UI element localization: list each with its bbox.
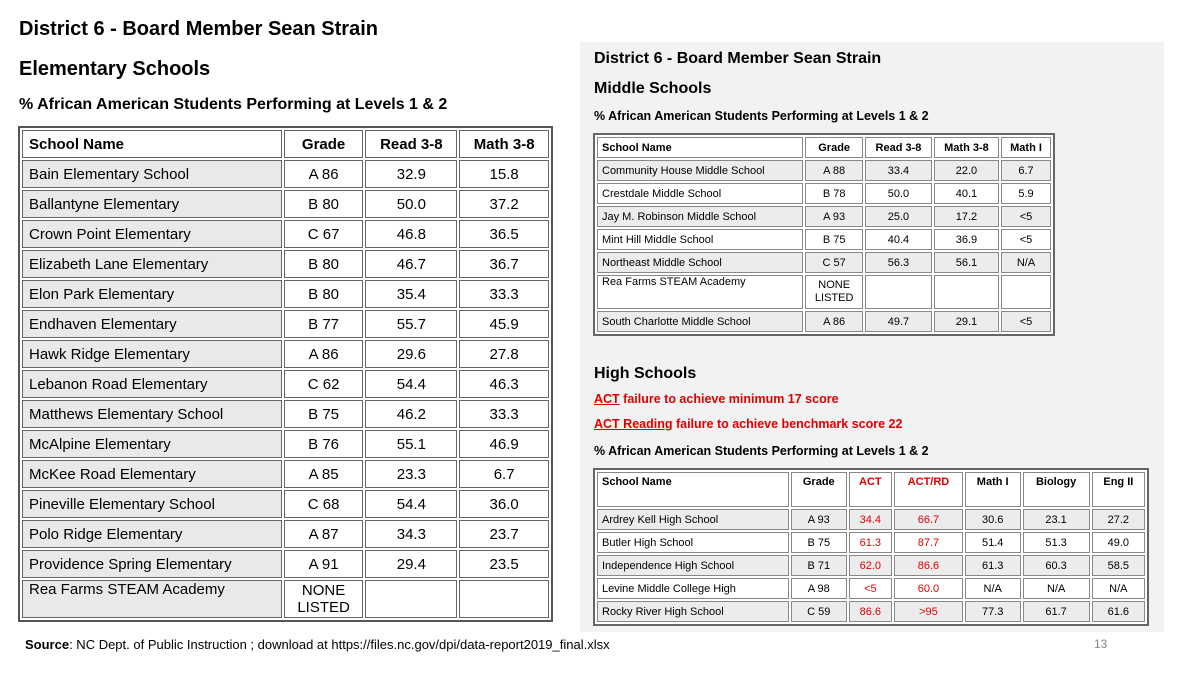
math-cell: [459, 580, 549, 618]
read-cell: 33.4: [865, 160, 932, 181]
school-name-cell: McKee Road Elementary: [22, 460, 282, 488]
grade-cell: B 80: [284, 190, 364, 218]
math-cell: 23.7: [459, 520, 549, 548]
table-row: [22, 250, 549, 278]
grade-cell: B 80: [284, 280, 364, 308]
grade-cell: [284, 580, 364, 618]
source-note: [25, 637, 610, 652]
read-cell: [365, 580, 457, 618]
grade-cell: A 91: [284, 550, 364, 578]
table-row: [22, 280, 549, 308]
grade-line-2: LISTED: [814, 292, 854, 304]
act-reading-note-text: failure to achieve benchmark score 22: [672, 417, 903, 431]
school-name-cell: Endhaven Elementary: [22, 310, 282, 338]
school-name-cell: Levine Middle College High: [597, 578, 789, 599]
act-note: [594, 392, 839, 406]
biology-cell: 23.1: [1023, 509, 1090, 530]
read-cell: 40.4: [865, 229, 932, 250]
read-cell: 54.4: [365, 370, 457, 398]
right-panel: [580, 42, 1164, 632]
grade-cell: A 86: [284, 160, 364, 188]
table-row: [597, 160, 1051, 181]
read-cell: 34.3: [365, 520, 457, 548]
elementary-table: [18, 126, 553, 622]
math-cell: 17.2: [934, 206, 999, 227]
math-cell: 29.1: [934, 311, 999, 332]
table-row: [22, 400, 549, 428]
math-cell: 15.8: [459, 160, 549, 188]
header-cell: Math I: [965, 472, 1021, 507]
header-cell: Math 3-8: [934, 137, 999, 158]
biology-cell: 61.7: [1023, 601, 1090, 622]
table-row: [22, 160, 549, 188]
table-row: [22, 550, 549, 578]
source-text: : NC Dept. of Public Instruction ; download at https://files.nc.gov/dpi/data-report2019_final.xlsx: [69, 637, 610, 652]
district-title: District 6 - Board Member Sean Strain: [19, 18, 378, 40]
middle-heading: Middle Schools: [594, 80, 712, 97]
table-row: [597, 275, 1051, 309]
math1-cell: <5: [1001, 206, 1051, 227]
table-row: [22, 490, 549, 518]
header-cell: Math 3-8: [459, 130, 549, 158]
act-cell: <5: [849, 578, 892, 599]
header-cell: Read 3-8: [865, 137, 932, 158]
math-cell: 36.0: [459, 490, 549, 518]
grade-cell: C 68: [284, 490, 364, 518]
school-name-cell: Crestdale Middle School: [597, 183, 803, 204]
table-row: [22, 220, 549, 248]
school-name-cell: Rea Farms STEAM Academy: [597, 275, 803, 309]
high-heading: High Schools: [594, 365, 697, 382]
header-cell: School Name: [597, 137, 803, 158]
grade-cell: A 86: [284, 340, 364, 368]
grade-cell: A 93: [805, 206, 863, 227]
read-cell: 35.4: [365, 280, 457, 308]
act-link[interactable]: ACT: [594, 392, 620, 406]
table-row: [597, 229, 1051, 250]
grade-cell: A 86: [805, 311, 863, 332]
table-row: [22, 190, 549, 218]
table-row: [22, 430, 549, 458]
grade-cell: B 71: [791, 555, 847, 576]
table-row: [597, 252, 1051, 273]
table-row: [22, 520, 549, 548]
table-row: [22, 340, 549, 368]
table-row: [597, 509, 1145, 530]
table-header-row: [22, 130, 549, 158]
math-cell: 46.3: [459, 370, 549, 398]
school-name-cell: Lebanon Road Elementary: [22, 370, 282, 398]
read-cell: 29.6: [365, 340, 457, 368]
header-cell: Math I: [1001, 137, 1051, 158]
read-cell: 29.4: [365, 550, 457, 578]
grade-cell: B 75: [791, 532, 847, 553]
math-cell: 46.9: [459, 430, 549, 458]
grade-cell: B 76: [284, 430, 364, 458]
math1-cell: <5: [1001, 229, 1051, 250]
read-cell: 46.8: [365, 220, 457, 248]
school-name-cell: Providence Spring Elementary: [22, 550, 282, 578]
grade-cell: C 67: [284, 220, 364, 248]
math-cell: 40.1: [934, 183, 999, 204]
read-cell: 50.0: [365, 190, 457, 218]
school-name-cell: Crown Point Elementary: [22, 220, 282, 248]
biology-cell: 51.3: [1023, 532, 1090, 553]
math1-cell: [1001, 275, 1051, 309]
grade-cell: C 59: [791, 601, 847, 622]
page-number: 13: [1094, 637, 1108, 651]
act-cell: 86.6: [849, 601, 892, 622]
elementary-subtitle: % African American Students Performing at Levels 1 & 2: [19, 96, 448, 113]
eng2-cell: 58.5: [1092, 555, 1145, 576]
school-name-cell: McAlpine Elementary: [22, 430, 282, 458]
header-cell: Grade: [284, 130, 364, 158]
math1-cell: 5.9: [1001, 183, 1051, 204]
school-name-cell: Mint Hill Middle School: [597, 229, 803, 250]
header-cell: Grade: [791, 472, 847, 507]
read-cell: 23.3: [365, 460, 457, 488]
school-name-cell: Butler High School: [597, 532, 789, 553]
read-cell: 55.7: [365, 310, 457, 338]
school-name-cell: Bain Elementary School: [22, 160, 282, 188]
table-row: [597, 532, 1145, 553]
math-cell: 36.5: [459, 220, 549, 248]
math1-cell: 61.3: [965, 555, 1021, 576]
table-row: [597, 183, 1051, 204]
table-row: [597, 555, 1145, 576]
school-name-cell: Ballantyne Elementary: [22, 190, 282, 218]
read-cell: 50.0: [865, 183, 932, 204]
act-reading-note: [594, 417, 902, 431]
school-name-cell: South Charlotte Middle School: [597, 311, 803, 332]
grade-cell: C 62: [284, 370, 364, 398]
table-row: [22, 370, 549, 398]
math1-cell: 77.3: [965, 601, 1021, 622]
math-cell: 33.3: [459, 280, 549, 308]
table-row: [22, 460, 549, 488]
school-name-cell: Polo Ridge Elementary: [22, 520, 282, 548]
grade-line-2: LISTED: [297, 599, 350, 616]
grade-cell: B 78: [805, 183, 863, 204]
header-cell: Read 3-8: [365, 130, 457, 158]
table-row: [597, 601, 1145, 622]
math1-cell: 6.7: [1001, 160, 1051, 181]
grade-cell: A 85: [284, 460, 364, 488]
act-rd-cell: 60.0: [894, 578, 963, 599]
eng2-cell: 49.0: [1092, 532, 1145, 553]
biology-cell: 60.3: [1023, 555, 1090, 576]
header-cell: Biology: [1023, 472, 1090, 507]
math-cell: 45.9: [459, 310, 549, 338]
middle-subtitle: % African American Students Performing at Levels 1 & 2: [594, 109, 929, 123]
act-cell: 34.4: [849, 509, 892, 530]
grade-cell: A 88: [805, 160, 863, 181]
math-cell: 22.0: [934, 160, 999, 181]
school-name-cell: Rocky River High School: [597, 601, 789, 622]
district-title-right: District 6 - Board Member Sean Strain: [594, 50, 882, 67]
math1-cell: 30.6: [965, 509, 1021, 530]
grade-cell: [805, 275, 863, 309]
grade-cell: B 80: [284, 250, 364, 278]
school-name-cell: Northeast Middle School: [597, 252, 803, 273]
biology-cell: N/A: [1023, 578, 1090, 599]
school-name-cell: Matthews Elementary School: [22, 400, 282, 428]
middle-schools-table: [593, 133, 1055, 336]
eng2-cell: 61.6: [1092, 601, 1145, 622]
grade-cell: B 77: [284, 310, 364, 338]
grade-cell: A 98: [791, 578, 847, 599]
math-cell: 6.7: [459, 460, 549, 488]
high-schools-table: [593, 468, 1149, 626]
act-rd-cell: 66.7: [894, 509, 963, 530]
read-cell: [865, 275, 932, 309]
act-rd-cell: 87.7: [894, 532, 963, 553]
header-cell: School Name: [597, 472, 789, 507]
table-row: [597, 311, 1051, 332]
read-cell: 32.9: [365, 160, 457, 188]
school-name-cell: Jay M. Robinson Middle School: [597, 206, 803, 227]
act-note-text: failure to achieve minimum 17 score: [619, 392, 839, 406]
eng2-cell: N/A: [1092, 578, 1145, 599]
school-name-cell: Community House Middle School: [597, 160, 803, 181]
math1-cell: N/A: [1001, 252, 1051, 273]
high-subtitle: % African American Students Performing at Levels 1 & 2: [594, 444, 929, 458]
table-row: [22, 580, 549, 618]
header-cell: ACT: [849, 472, 892, 507]
elementary-heading: Elementary Schools: [19, 58, 211, 80]
grade-cell: B 75: [284, 400, 364, 428]
table-header-row: [597, 472, 1145, 507]
math-cell: [934, 275, 999, 309]
math-cell: 33.3: [459, 400, 549, 428]
header-cell: Eng II: [1092, 472, 1145, 507]
math-cell: 56.1: [934, 252, 999, 273]
math1-cell: N/A: [965, 578, 1021, 599]
table-row: [22, 310, 549, 338]
math-cell: 37.2: [459, 190, 549, 218]
math-cell: 27.8: [459, 340, 549, 368]
school-name-cell: Independence High School: [597, 555, 789, 576]
school-name-cell: Rea Farms STEAM Academy: [22, 580, 282, 618]
grade-cell: C 57: [805, 252, 863, 273]
math-cell: 23.5: [459, 550, 549, 578]
grade-cell: A 93: [791, 509, 847, 530]
table-row: [597, 578, 1145, 599]
header-cell: School Name: [22, 130, 282, 158]
school-name-cell: Elon Park Elementary: [22, 280, 282, 308]
grade-line-1: NONE: [818, 279, 851, 291]
act-cell: 61.3: [849, 532, 892, 553]
school-name-cell: Ardrey Kell High School: [597, 509, 789, 530]
header-cell: ACT/RD: [894, 472, 963, 507]
read-cell: 46.2: [365, 400, 457, 428]
header-cell: Grade: [805, 137, 863, 158]
grade-cell: B 75: [805, 229, 863, 250]
table-header-row: [597, 137, 1051, 158]
table-row: [597, 206, 1051, 227]
read-cell: 46.7: [365, 250, 457, 278]
read-cell: 54.4: [365, 490, 457, 518]
math1-cell: 51.4: [965, 532, 1021, 553]
act-cell: 62.0: [849, 555, 892, 576]
source-label: Source: [25, 637, 70, 652]
act-rd-cell: 86.6: [894, 555, 963, 576]
grade-line-1: NONE: [301, 582, 346, 599]
read-cell: 55.1: [365, 430, 457, 458]
read-cell: 49.7: [865, 311, 932, 332]
school-name-cell: Elizabeth Lane Elementary: [22, 250, 282, 278]
grade-cell: A 87: [284, 520, 364, 548]
eng2-cell: 27.2: [1092, 509, 1145, 530]
school-name-cell: Hawk Ridge Elementary: [22, 340, 282, 368]
read-cell: 25.0: [865, 206, 932, 227]
read-cell: 56.3: [865, 252, 932, 273]
school-name-cell: Pineville Elementary School: [22, 490, 282, 518]
math-cell: 36.7: [459, 250, 549, 278]
math-cell: 36.9: [934, 229, 999, 250]
math1-cell: <5: [1001, 311, 1051, 332]
act-rd-cell: >95: [894, 601, 963, 622]
act-reading-link[interactable]: ACT Reading: [594, 417, 673, 431]
